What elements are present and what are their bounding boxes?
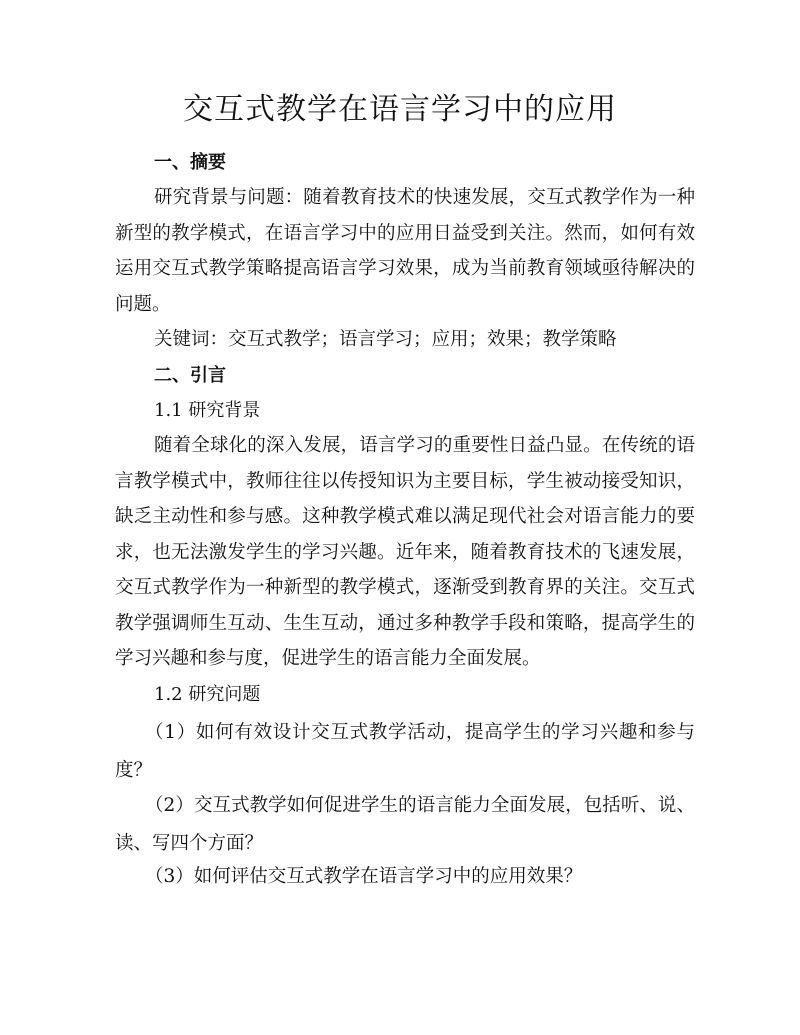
research-question-3: （3）如何评估交互式教学在语言学习中的应用效果？	[145, 866, 583, 887]
research-question-1: （1）如何有效设计交互式教学活动，提高学生的学习兴趣和参与度？	[115, 722, 695, 781]
abstract-heading: 一、摘要	[154, 152, 226, 173]
intro-heading: 二、引言	[154, 365, 226, 386]
section-heading-1-2: 1.2 研究问题	[154, 684, 261, 705]
abstract-paragraph: 研究背景与问题：随着教育技术的快速发展，交互式教学作为一种新型的教学模式，在语言学习中的应用日益受到关注。然而，如何有效运用交互式教学策略提高语言学习效果，成为当前教育领域亟待解决的问题。	[115, 187, 695, 315]
page-title: 交互式教学在语言学习中的应用	[183, 92, 617, 127]
section-heading-1-1: 1.1 研究背景	[154, 400, 261, 421]
background-paragraph: 随着全球化的深入发展，语言学习的重要性日益凸显。在传统的语言教学模式中，教师往往以传授知识为主要目标，学生被动接受知识，缺乏主动性和参与感。这种教学模式难以满足现代社会对语言能力的要求，也无法激发学生的学习兴趣。近年来，随着教育技术的飞速发展，交互式教学作为一种新型的教学模式，逐渐受到教育界的关注。交互式教学强调师生互动、生生互动，通过多种教学手段和策略，提高学生的学习兴趣和参与度，促进学生的语言能力全面发展。	[115, 435, 695, 669]
keywords-line: 关键词：交互式教学；语言学习；应用；效果；教学策略	[154, 329, 617, 350]
research-question-2: （2）交互式教学如何促进学生的语言能力全面发展，包括听、说、读、写四个方面？	[115, 795, 695, 854]
